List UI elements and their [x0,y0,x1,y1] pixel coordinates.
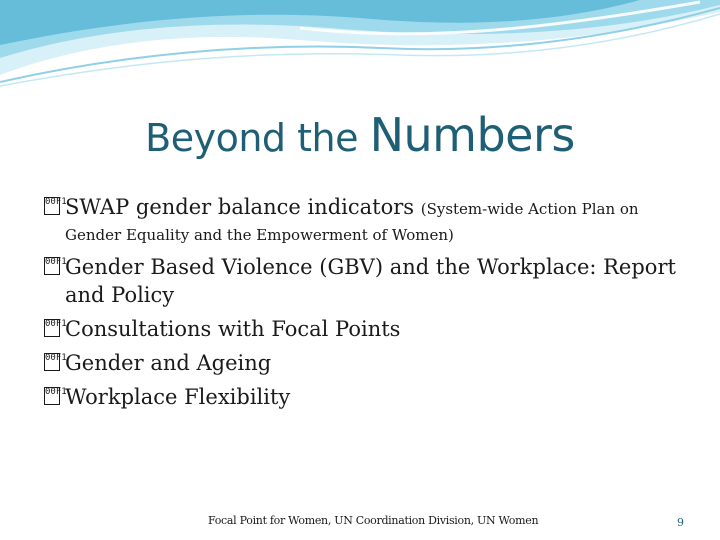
bullet-list [44,193,684,411]
bullet-item [44,193,684,247]
bullet-text: Gender and Ageing [65,351,272,375]
slide-title [0,108,720,162]
bullet-glyph-icon: 00F1 [44,257,60,275]
bullet-text: SWAP gender balance indicators [65,195,421,219]
page-number: 9 [677,516,684,529]
bullet-glyph-icon: 00F1 [44,353,60,371]
bullet-subtext: (System-wide Action Plan on [420,200,639,218]
bullet-glyph-icon: 00F1 [44,197,60,215]
bullet-subtext-continued: Gender Equality and the Empowerment of Women) [65,226,454,244]
bullet-item [44,349,684,377]
bullet-item [44,315,684,343]
bullet-text: Consultations with Focal Points [65,317,401,341]
title-text: Beyond the [145,116,370,160]
bullet-text: Gender Based Violence (GBV) and the Workplace: Report and Policy [65,255,676,307]
title-emphasis: Numbers [369,108,575,162]
bullet-glyph-icon: 00F1 [44,387,60,405]
bullet-glyph-icon: 00F1 [44,319,60,337]
bullet-text: Workplace Flexibility [65,385,291,409]
bullet-item [44,253,684,309]
bullet-item [44,383,684,411]
header-wave-decoration [0,0,720,90]
slide-footer: Focal Point for Women, UN Coordination Division, UN Women [208,514,539,527]
